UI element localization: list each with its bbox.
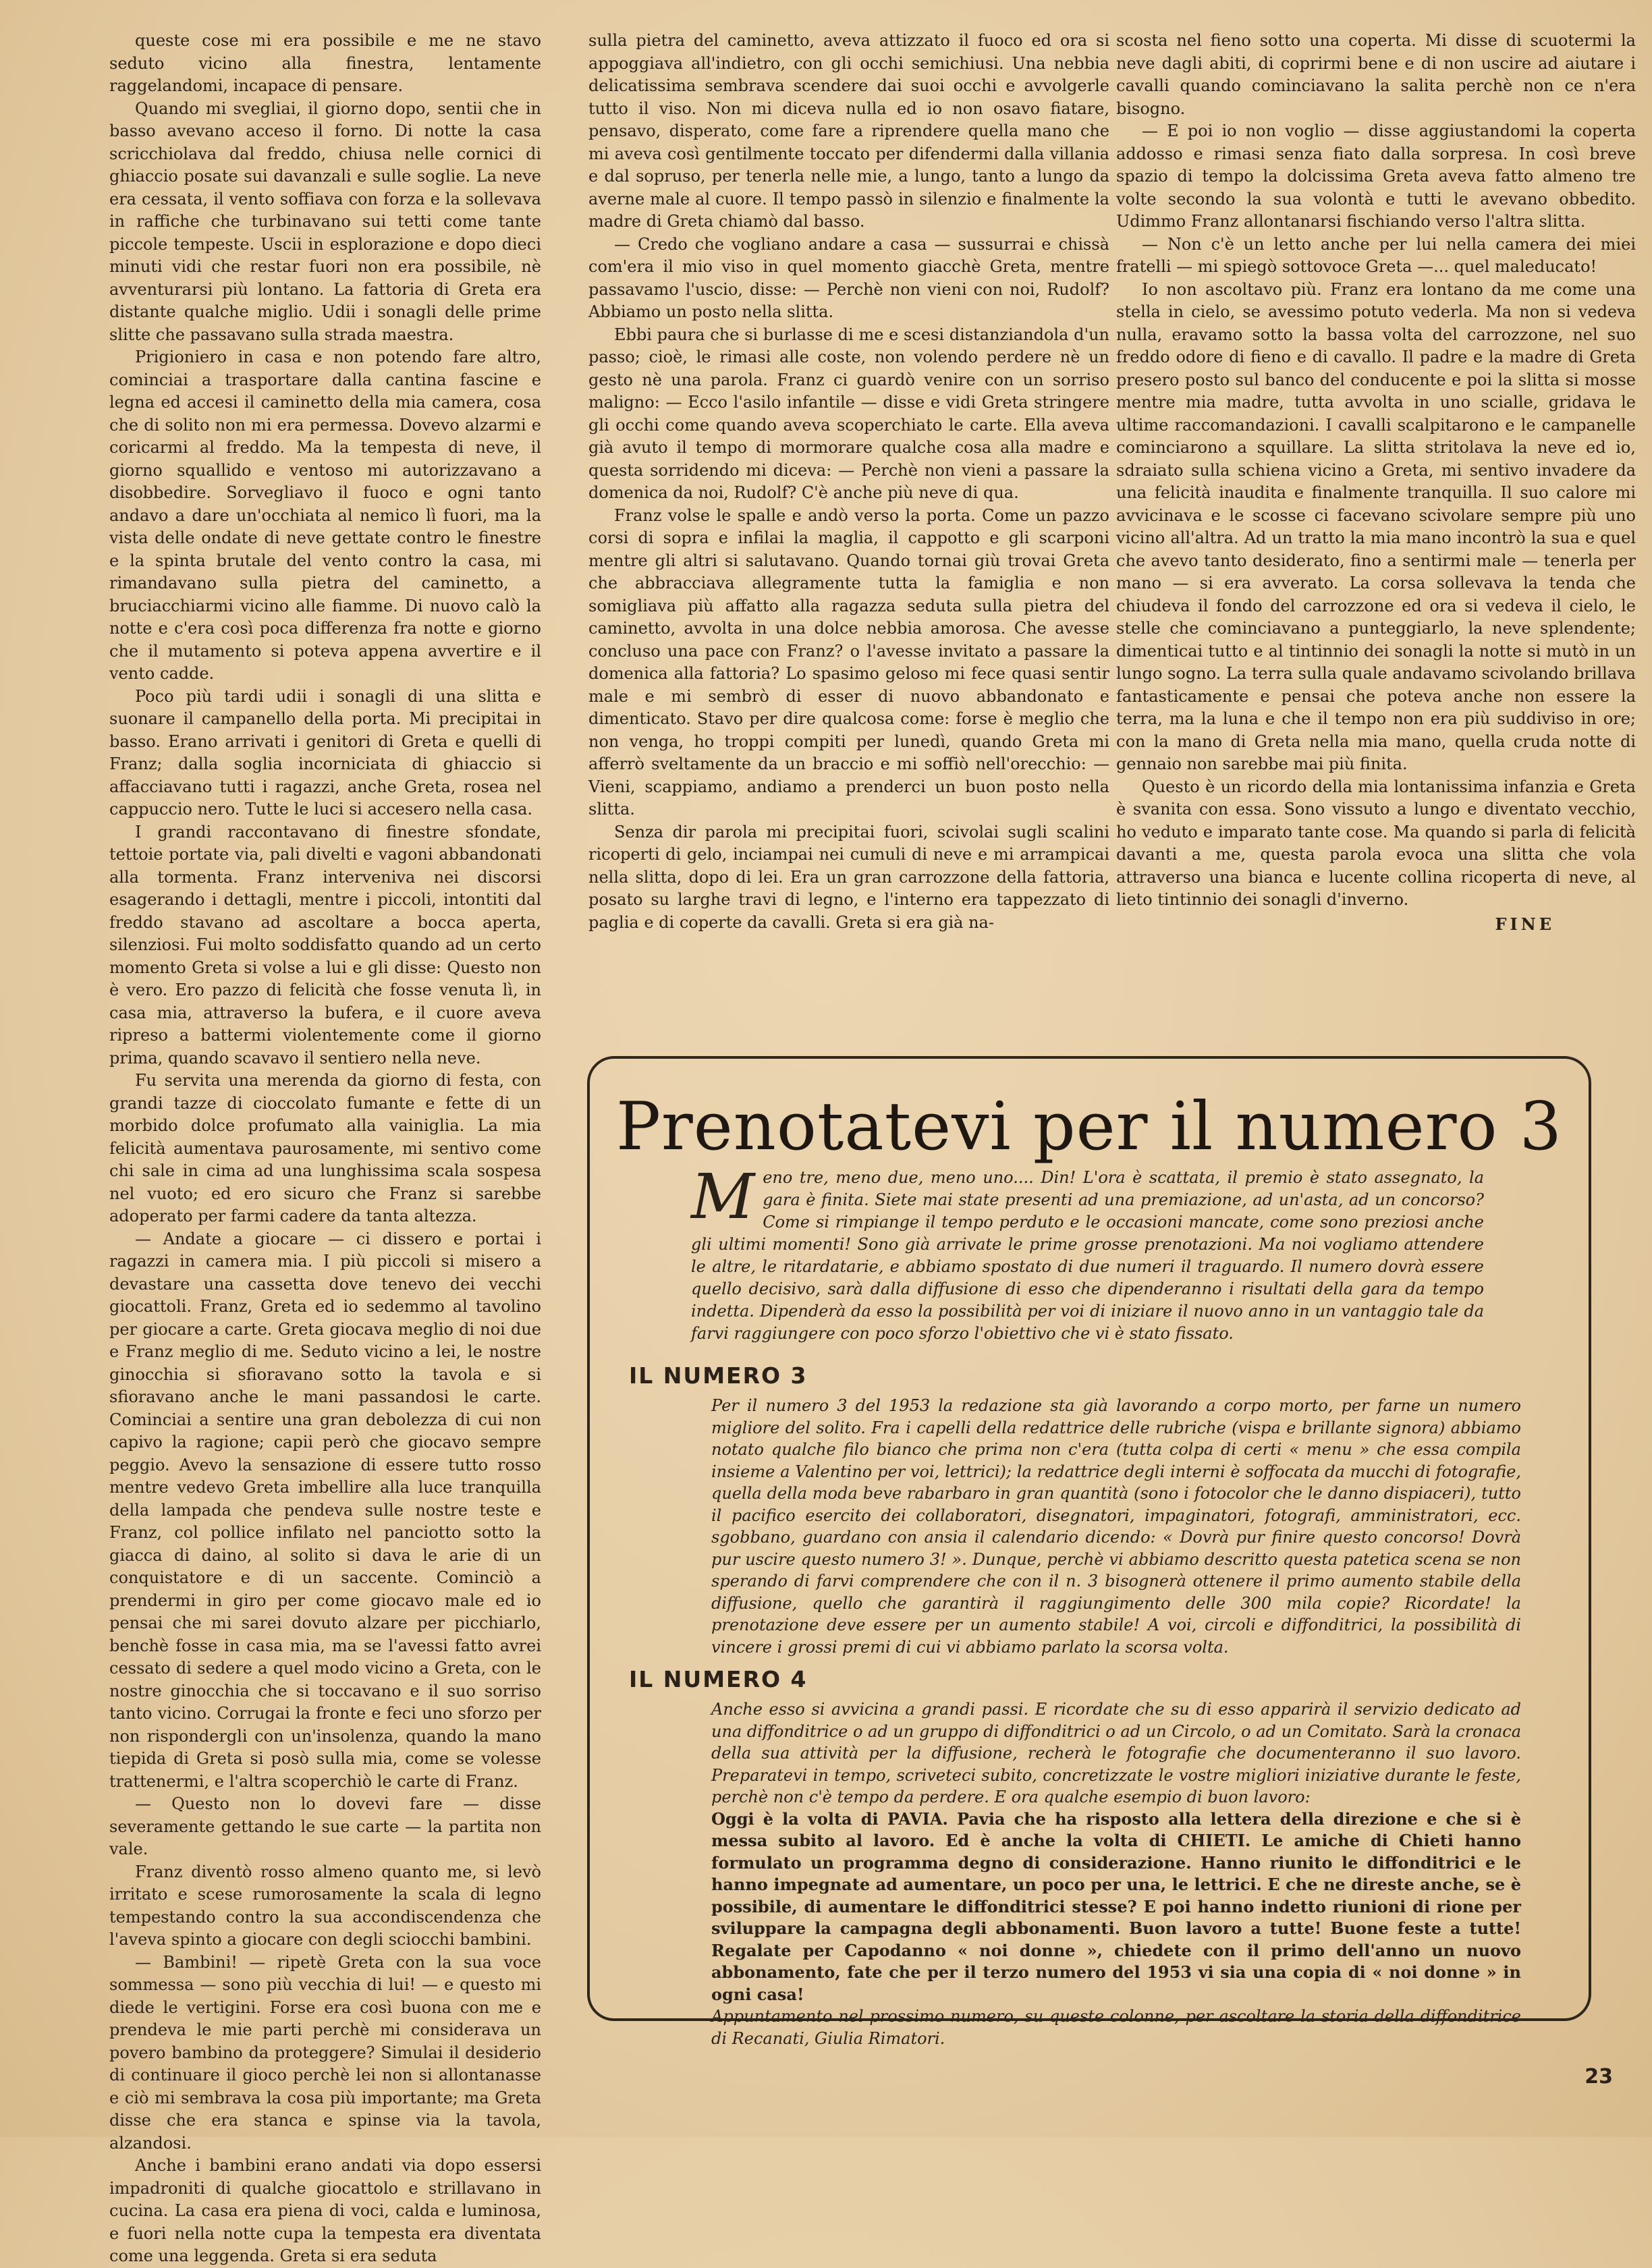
paragraph: Questo è un ricordo della mia lontanissima infanzia e Greta è svanita con essa. Sono vissuto a lungo e diventato vecchio, ho veduto e imparato tante cose. Ma quando si parla di felicità davanti a me, questa parola evoca una slitta che vola attraverso una bianca e lucente collina ricoperta di neve, al lieto tintinnio dei sonagli d'inverno. (1116, 777, 1636, 909)
paragraph: scosta nel fieno sotto una coperta. Mi disse di scuotermi la neve dagli abiti, di coprirmi bene e di non uscire ad aiutare i cavalli quando cominciavano la salita perchè non ce n'era bisogno. (1116, 31, 1636, 118)
paragraph: Poco più tardi udii i sonagli di una slitta e suonare il campanello della porta. Mi precipitai in basso. Erano arrivati i genitori di Greta e quelli di Franz; dalla soglia incorniciata di ghiaccio si affacciavano tutti i ragazzi, anche Greta, rosea nel cappuccio nero. Tutte le luci si accesero nella casa. (109, 686, 541, 819)
story-end-mark: FINE (1495, 914, 1555, 934)
story-column-1 (109, 30, 541, 2268)
paragraph: — Bambini! — ripetè Greta con la sua voce sommessa — sono più vecchia di lui! — e questo mi diede le vertigini. Forse era così buona con me e prendeva le mie parti perchè mi considerava un povero bambino da proteggere? Simulai il desiderio di continuare il gioco perchè lei non si allontanasse e ciò mi sembrava la cosa più importante; ma Greta disse che era stanca e spinse via la tavola, alzandosi. (109, 1952, 541, 2153)
announcement-title: Prenotatevi per il numero 3 (615, 1088, 1562, 1165)
paragraph: Prigioniero in casa e non potendo fare altro, cominciai a trasportare dalla cantina fascine e legna ed accesi il caminetto della mia camera, cosa che di solito non mi era permessa. Dovevo alzarmi e coricarmi al freddo. Ma la tempesta di neve, il giorno squallido e ventoso mi autorizzavano a disobbedire. Sorvegliavo il fuoco e ogni tanto andavo a dare un'occhiata al nemico lì fuori, ma la vista delle ondate di neve gettate contro le finestre e la spinta brutale del vento contro la casa, mi rimandavano sulla pietra del caminetto, a bruciacchiarmi vicino alle fiamme. Di nuovo calò la notte e c'era così poca differenza fra notte e giorno che il mutamento si poteva appena avvertire e il vento cadde. (109, 348, 541, 683)
section-bold-text: Oggi è la volta di PAVIA. Pavia che ha risposto alla lettera della direzione e che si è messa subito al lavoro. Ed è anche la volta di CHIETI. Le amiche di Chieti hanno formulato un programma degno di considerazione. Hanno riunito le diffonditrici e le hanno impegnate ad aumentare, un poco per una, le lettrici. E che ne direste anche, se è possibile, di aumentare le diffonditrici stesse? E poi hanno indetto riunioni di rione per sviluppare la campagna degli abbonamenti. Buon lavoro a tutte! Buone feste a tutte! Regalate per Capodanno « noi donne », chiedete con il primo dell'anno un nuovo abbonamento, fate che per il terzo numero del 1953 vi sia una copia di « noi donne » in ogni casa! (711, 1808, 1521, 2004)
paragraph: Quando mi svegliai, il giorno dopo, sentii che in basso avevano acceso il forno. Di notte la casa scricchiolava dal freddo, chiusa nelle cornici di ghiaccio posate sui davanzali e sulle soglie. La neve era cessata, il vento soffiava con forza e la sollevava in raffiche che turbinavano sui tetti come tante piccole tempeste. Uscii in esplorazione e dopo dieci minuti vidi che restar fuori non era possibile, nè avventurarsi più lontano. La fattoria di Greta era distante qualche miglio. Udii i sonagli delle prime slitte che passavano sulla strada maestra. (109, 99, 541, 344)
closing-text: Appuntamento nel prossimo numero, su queste colonne, per ascoltare la storia della diffonditrice di Recanati, Giulia Rimatori. (711, 2007, 1521, 2048)
paragraph: — Credo che vogliano andare a casa — sussurrai e chissà com'era il mio viso in quel momento giacchè Greta, mentre passavamo l'uscio, disse: — Perchè non vieni con noi, Rudolf? Abbiamo un posto nella slitta. (588, 234, 1109, 321)
section-text: Anche esso si avvicina a grandi passi. E ricordate che su di esso apparirà il servizio dedicato ad una diffonditrice o ad un gruppo di diffonditrici o ad un Circolo, o ad un Comitato. Sarà la cronaca della sua attività per la diffusione, recherà le fotografie che documenteranno il suo lavoro. Preparatevi in tempo, scriveteci subito, concretizzate le vostre migliori iniziative durante le feste, perchè non c'è tempo da perdere. E ora qualche esempio di buon lavoro: (711, 1700, 1521, 1806)
paragraph: — Questo non lo dovevi fare — disse severamente gettando le sue carte — la partita non vale. (109, 1794, 541, 1858)
page-number: 23 (1585, 2065, 1613, 2089)
story-column-3 (1116, 30, 1636, 1055)
paragraph: I grandi raccontavano di finestre sfondate, tettoie portate via, pali divelti e vagoni abbandonati alla tormenta. Franz interveniva nei discorsi esagerando i dettagli, mentre i piccoli, intontiti dal freddo stavano ad ascoltare a bocca aperta, silenziosi. Fui molto soddisfatto quando ad un certo momento Greta si volse a lui e gli disse: Questo non è vero. Ero pazzo di felicità che fosse venuta lì, in casa mia, attraverso la bufera, e il cuore aveva ripreso a battermi violentemente come il giorno prima, quando scavavo il sentiero nella neve. (109, 822, 541, 1068)
paragraph: Senza dir parola mi precipitai fuori, scivolai sugli scalini ricoperti di gelo, inciampai nei cumuli di neve e mi arrampicai nella slitta, dopo di lei. Era un gran carrozzone della fattoria, posato su larghe travi di legno, e l'interno era tappezzato di paglia e di coperte da cavalli. Greta si era già na- (588, 822, 1109, 932)
section-heading-numero-4: IL NUMERO 4 (629, 1666, 808, 1692)
paragraph: — E poi io non voglio — disse aggiustandomi la coperta addosso e rimasi senza fiato dalla sorpresa. In così breve spazio di tempo la dolcissima Greta aveva fatto almeno tre volte secondo la sua volontà e tutti le avevano obbedito. Udimmo Franz allontanarsi fischiando verso l'altra slitta. (1116, 121, 1636, 231)
drop-cap: M (691, 1161, 755, 1233)
section-text: Per il numero 3 del 1953 la redazione sta già lavorando a corpo morto, per farne un numero migliore del solito. Fra i capelli della redattrice delle rubriche (vispa e brillante signora) abbiamo notato qualche filo bianco che prima non c'era (tutta colpa di certi « menu » che essa compila insieme a Valentino per voi, lettrici); la redattrice degli interni è soffocata da mucchi di fotografie, quella della moda beve rabarbaro in gran quantità (sono i fotocolor che le danno dispiaceri), tutto il pacifico esercito dei collaboratori, disegnatori, impaginatori, fotografi, amministratori, ecc. sgobbano, guardano con ansia il calendario dicendo: « Dovrà pur finire questo concorso! Dovrà pur uscire questo numero 3! ». Dunque, perchè vi abbiamo descritto questa patetica scena se non sperando di farvi comprendere che con il n. 3 bisognerà ottenere il primo aumento stabile della diffusione, quello che garantirà il raggiungimento delle 300 mila copie? Ricordate! la prenotazione deve essere per un aumento stabile! A voi, circoli e diffonditrici, la possibilità di vincere i grossi premi di cui vi abbiamo parlato la scorsa volta. (711, 1396, 1521, 1657)
paragraph: Ebbi paura che si burlasse di me e scesi distanziandola d'un passo; cioè, le rimasi alle coste, non volendo perdere nè un gesto nè una parola. Franz ci guardò venire con un sorriso maligno: — Ecco l'asilo infantile — disse e vidi Greta stringere gli occhi come quando aveva scoperchiato le carte. Ella aveva già avuto il tempo di mormorare qualche cosa alla madre e questa sorridendo mi diceva: — Perchè non vieni a passare la domenica da noi, Rudolf? C'è anche più neve di qua. (588, 325, 1109, 502)
section-heading-numero-3: IL NUMERO 3 (629, 1362, 808, 1389)
announcement-box (587, 1056, 1591, 2048)
intro-text: eno tre, meno due, meno uno.... Din! L'ora è scattata, il premio è stato assegnato, la gara è finita. Siete mai state presenti ad una premiazione, ad un'asta, ad un concorso? Come si rimpiange il tempo perduto e le occasioni mancate, come sono preziosi anche gli ultimi momenti! Sono già arrivate le prime grosse prenotazioni. Ma noi vogliamo attendere le altre, le ritardatarie, e abbiamo spostato di due numeri il traguardo. Il numero dovrà essere quello decisivo, sarà dalla diffusione di esso che dipenderanno i risultati della gara da tempo indetta. Dipenderà da esso la possibilità per voi di iniziare il nuovo anno in un vantaggio tale da farvi raggiungere con poco sforzo l'obiettivo che vi è stato fissato. (691, 1168, 1484, 1343)
paragraph: Franz volse le spalle e andò verso la porta. Come un pazzo corsi di sopra e infilai la maglia, il cappotto e gli scarponi mentre gli altri si salutavano. Quando tornai giù trovai Greta che abbracciava allegramente tutta la famiglia e non somigliava più affatto alla ragazza seduta sulla pietra del caminetto, avvolta in una dolce nebbia amorosa. Che avesse concluso una pace con Franz? o l'avesse invitato a passare la domenica alla fattoria? Lo spasimo geloso mi fece quasi sentir male e mi sembrò di esser di nuovo abbandonato e dimenticato. Stavo per dire qualcosa come: forse è meglio che non venga, ho troppi compiti per lunedì, quando Greta mi afferrò sveltamente da un braccio e mi soffiò nell'orecchio: — Vieni, scappiamo, andiamo a prenderci un buon posto nella slitta. (588, 505, 1109, 819)
paragraph: Io non ascoltavo più. Franz era lontano da me come una stella in cielo, se avessimo potuto vederla. Ma non si vedeva nulla, eravamo sotto la bassa volta del carrozzone, nel suo freddo odore di fieno e di cavallo. Il padre e la madre di Greta presero posto sul banco del conducente e poi la slitta si mosse mentre mia madre, tutta avvolta in uno scialle, gridava le ultime raccomandazioni. I cavalli scalpitarono e le campanelle cominciarono a squillare. La slitta stritolava la neve ed io, sdraiato sulla schiena vicino a Greta, mi sentivo invadere da una felicità inaudita e finalmente tranquilla. Il suo calore mi avvicinava e le scosse ci facevano scivolare sempre più uno vicino all'altra. Ad un tratto la mia mano incontrò la sua e quel che avevo tanto desiderato, fino a sentirmi male — tenerla per mano — si era avverato. La corsa sollevava la tenda che chiudeva il fondo del carrozzone ed ora si vedeva il cielo, le stelle che cominciavano a punteggiarlo, la neve splendente; dimenticai tutto e al tintinnio dei sonagli la notte si mutò in un lungo sogno. La terra sulla quale andavamo scivolando brillava fantasticamente e pensai che poteva anche non essere la terra, ma la luna e che il tempo non era più suddiviso in ore; con la mano di Greta nella mia mano, quella cruda notte di gennaio non sarebbe mai più finita. (1116, 279, 1636, 773)
section-body-numero-3 (711, 1395, 1521, 1658)
paragraph: Anche i bambini erano andati via dopo essersi impadroniti di qualche giocattolo e strillavano in cucina. La casa era piena di voci, calda e luminosa, e fuori nella notte cupa la tempesta era diventata come una leggenda. Greta si era seduta (109, 2156, 541, 2265)
paragraph: Fu servita una merenda da giorno di festa, con grandi tazze di cioccolato fumante e fette di un morbido dolce profumato alla vainiglia. La mia felicità aumentava paurosamente, mi sentivo come chi sale in cima ad una lunghissima scala sospesa nel vuoto; ed ero sicuro che Franz si sarebbe adoperato per farmi cadere da tanta altezza. (109, 1071, 541, 1225)
section-body-numero-4 (711, 1698, 1521, 2049)
paragraph: queste cose mi era possibile e me ne stavo seduto vicino alla finestra, lentamente raggelandomi, incapace di pensare. (109, 31, 541, 95)
paragraph: sulla pietra del caminetto, aveva attizzato il fuoco ed ora si appoggiava all'indietro, con gli occhi semichiusi. Una nebbia delicatissima sembrava scendere dai suoi occhi e avvolgerle tutto il viso. Non mi diceva nulla ed io non osavo fiatare, pensavo, disperato, come fare a riprendere quella mano che mi aveva così gentilmente toccato per difendermi dalla villania e dal sopruso, per tenerla nelle mie, a lungo, tanto a lungo da averne male al cuore. Il tempo passò in silenzio e finalmente la madre di Greta chiamò dal basso. (588, 31, 1109, 231)
paragraph: — Non c'è un letto anche per lui nella camera dei miei fratelli — mi spiegò sottovoce Greta —... quel maleducato! (1116, 234, 1636, 276)
story-column-2 (588, 30, 1109, 934)
paragraph: Franz diventò rosso almeno quanto me, si levò irritato e scese rumorosamente la scala di legno tempestando contro la sua accondiscendenza che l'aveva spinto a giocare con degli sciocchi bambini. (109, 1862, 541, 1949)
announcement-intro (691, 1161, 1484, 1345)
paragraph: — Andate a giocare — ci dissero e portai i ragazzi in camera mia. I più piccoli si misero a devastare una cassetta dove tenevo dei vecchi giocattoli. Franz, Greta ed io sedemmo al tavolino per giocare a carte. Greta giocava meglio di noi due e Franz meglio di me. Seduto vicino a lei, le nostre ginocchia si sfioravano sotto la tavola e si sfioravano anche le mani passandosi le carte. Cominciai a sentire una gran debolezza di cui non capivo la ragione; capii però che giocavo sempre peggio. Avevo la sensazione di essere tutto rosso mentre vedevo Greta imbellire alla luce tranquilla della lampada che pendeva sulle nostre teste e Franz, col pollice infilato nel panciotto sotto la giacca di daino, al solito si dava le arie di un conquistatore e di un saccente. Cominciò a prendermi in giro per come giocavo male ed io pensai che mi sarei dovuto alzare per picchiarlo, benchè fosse in casa mia, ma se l'avessi fatto avrei cessato di sedere a quel modo vicino a Greta, con le nostre ginocchia che si toccavano e il suo sorriso tanto vicino. Corrugai la fronte e feci uno sforzo per non rispondergli con un'insolenza, quando la mano tiepida di Greta si posò sulla mia, come se volesse trattenermi, e l'altra scoperchiò le carte di Franz. (109, 1229, 541, 1791)
